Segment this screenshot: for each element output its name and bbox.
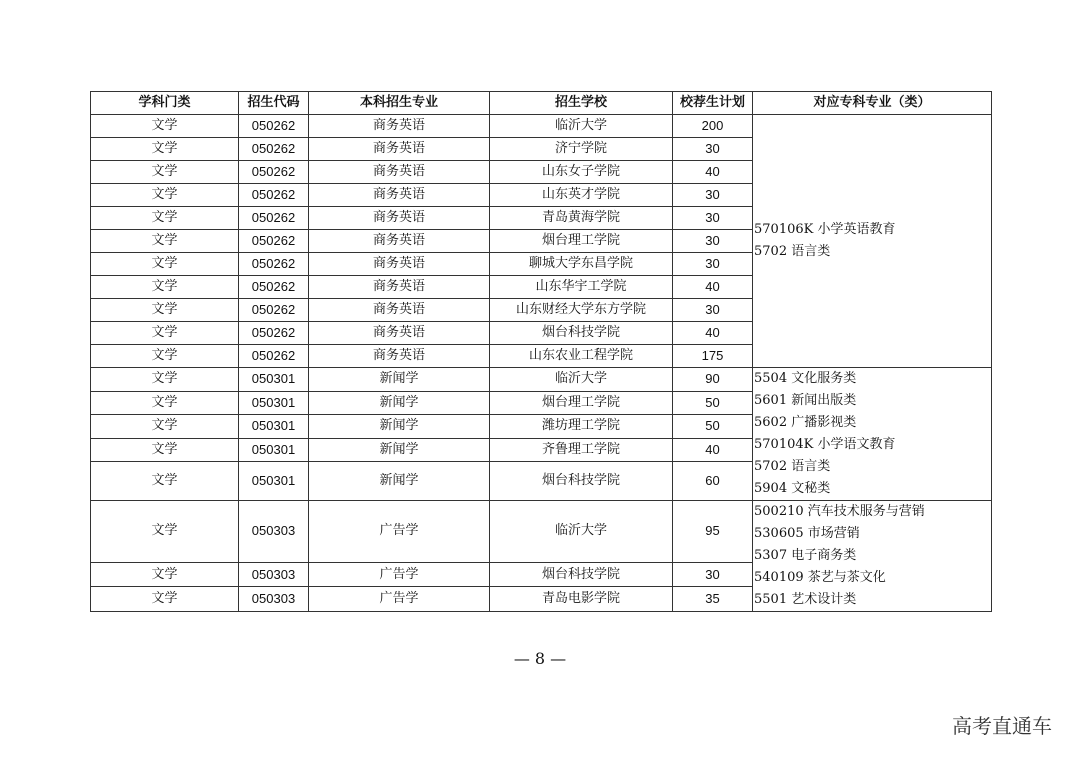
related-major-item: 570106K 小学英语教育 <box>754 222 896 237</box>
page-number: — 8 — <box>513 649 567 668</box>
cell-category: 文学 <box>91 562 239 587</box>
cell-plan: 60 <box>673 462 753 501</box>
cell-category: 文学 <box>91 299 239 322</box>
cell-code: 050262 <box>239 184 309 207</box>
cell-category: 文学 <box>91 501 239 563</box>
cell-plan: 175 <box>673 345 753 368</box>
cell-category: 文学 <box>91 161 239 184</box>
cell-major: 商务英语 <box>309 253 490 276</box>
cell-code: 050262 <box>239 230 309 253</box>
cell-code: 050303 <box>239 587 309 612</box>
cell-plan: 30 <box>673 562 753 587</box>
cell-plan: 35 <box>673 587 753 612</box>
header-category: 学科门类 <box>91 92 239 115</box>
cell-category: 文学 <box>91 115 239 138</box>
cell-category: 文学 <box>91 207 239 230</box>
header-related-major: 对应专科专业（类） <box>753 92 992 115</box>
cell-code: 050301 <box>239 438 309 462</box>
related-major-cell <box>753 368 992 501</box>
header-school: 招生学校 <box>490 92 673 115</box>
cell-major: 商务英语 <box>309 115 490 138</box>
cell-school: 济宁学院 <box>490 138 673 161</box>
cell-code: 050301 <box>239 415 309 439</box>
table-row <box>91 115 992 138</box>
cell-plan: 30 <box>673 184 753 207</box>
cell-code: 050262 <box>239 276 309 299</box>
related-major-cell <box>753 501 992 612</box>
cell-major: 新闻学 <box>309 368 490 392</box>
cell-major: 商务英语 <box>309 345 490 368</box>
cell-plan: 40 <box>673 438 753 462</box>
related-major-item: 530605 市场营销 <box>754 526 860 541</box>
cell-major: 广告学 <box>309 587 490 612</box>
cell-code: 050301 <box>239 462 309 501</box>
cell-category: 文学 <box>91 138 239 161</box>
related-major-item: 540109 茶艺与茶文化 <box>754 570 886 585</box>
cell-major: 商务英语 <box>309 322 490 345</box>
cell-major: 新闻学 <box>309 415 490 439</box>
cell-plan: 50 <box>673 391 753 415</box>
related-major-item: 5501 艺术设计类 <box>754 592 857 607</box>
cell-plan: 30 <box>673 253 753 276</box>
related-major-item: 500210 汽车技术服务与营销 <box>754 504 925 519</box>
related-major-item: 5504 文化服务类 <box>754 371 857 386</box>
cell-code: 050303 <box>239 562 309 587</box>
cell-major: 商务英语 <box>309 230 490 253</box>
cell-category: 文学 <box>91 368 239 392</box>
cell-plan: 90 <box>673 368 753 392</box>
cell-category: 文学 <box>91 230 239 253</box>
header-major: 本科招生专业 <box>309 92 490 115</box>
cell-category: 文学 <box>91 184 239 207</box>
cell-major: 新闻学 <box>309 462 490 501</box>
cell-code: 050303 <box>239 501 309 563</box>
related-major-item: 5702 语言类 <box>754 244 831 259</box>
cell-category: 文学 <box>91 415 239 439</box>
cell-category: 文学 <box>91 276 239 299</box>
cell-category: 文学 <box>91 462 239 501</box>
cell-category: 文学 <box>91 391 239 415</box>
cell-major: 广告学 <box>309 501 490 563</box>
cell-code: 050301 <box>239 368 309 392</box>
cell-school: 齐鲁理工学院 <box>490 438 673 462</box>
table-row <box>91 368 992 392</box>
cell-school: 山东女子学院 <box>490 161 673 184</box>
cell-school: 临沂大学 <box>490 368 673 392</box>
cell-code: 050262 <box>239 161 309 184</box>
cell-category: 文学 <box>91 322 239 345</box>
cell-school: 烟台科技学院 <box>490 322 673 345</box>
cell-school: 烟台科技学院 <box>490 562 673 587</box>
table-row <box>91 501 992 563</box>
cell-code: 050262 <box>239 138 309 161</box>
cell-plan: 95 <box>673 501 753 563</box>
enrollment-table <box>90 91 992 612</box>
cell-major: 商务英语 <box>309 161 490 184</box>
cell-school: 山东华宇工学院 <box>490 276 673 299</box>
related-major-item: 570104K 小学语文教育 <box>754 437 896 452</box>
cell-school: 临沂大学 <box>490 115 673 138</box>
cell-major: 商务英语 <box>309 299 490 322</box>
cell-category: 文学 <box>91 438 239 462</box>
cell-plan: 40 <box>673 322 753 345</box>
cell-school: 烟台理工学院 <box>490 230 673 253</box>
cell-plan: 30 <box>673 138 753 161</box>
cell-school: 潍坊理工学院 <box>490 415 673 439</box>
cell-school: 临沂大学 <box>490 501 673 563</box>
cell-plan: 30 <box>673 230 753 253</box>
related-major-item: 5904 文秘类 <box>754 481 831 496</box>
cell-school: 聊城大学东昌学院 <box>490 253 673 276</box>
cell-major: 新闻学 <box>309 391 490 415</box>
cell-major: 商务英语 <box>309 207 490 230</box>
watermark: 高考直通车 <box>952 714 1052 738</box>
cell-category: 文学 <box>91 253 239 276</box>
cell-school: 烟台科技学院 <box>490 462 673 501</box>
table-body <box>91 115 992 612</box>
cell-plan: 50 <box>673 415 753 439</box>
cell-plan: 200 <box>673 115 753 138</box>
cell-category: 文学 <box>91 345 239 368</box>
cell-plan: 30 <box>673 299 753 322</box>
cell-code: 050262 <box>239 207 309 230</box>
cell-category: 文学 <box>91 587 239 612</box>
cell-plan: 40 <box>673 161 753 184</box>
cell-code: 050262 <box>239 253 309 276</box>
cell-plan: 30 <box>673 207 753 230</box>
cell-school: 烟台理工学院 <box>490 391 673 415</box>
cell-school: 山东英才学院 <box>490 184 673 207</box>
cell-major: 广告学 <box>309 562 490 587</box>
related-major-item: 5601 新闻出版类 <box>754 393 857 408</box>
related-major-item: 5702 语言类 <box>754 459 831 474</box>
cell-school: 青岛黄海学院 <box>490 207 673 230</box>
cell-school: 山东农业工程学院 <box>490 345 673 368</box>
cell-plan: 40 <box>673 276 753 299</box>
related-major-cell <box>753 115 992 368</box>
cell-school: 山东财经大学东方学院 <box>490 299 673 322</box>
cell-code: 050262 <box>239 115 309 138</box>
cell-school: 青岛电影学院 <box>490 587 673 612</box>
cell-major: 商务英语 <box>309 276 490 299</box>
cell-major: 商务英语 <box>309 138 490 161</box>
cell-code: 050301 <box>239 391 309 415</box>
cell-code: 050262 <box>239 299 309 322</box>
related-major-item: 5602 广播影视类 <box>754 415 857 430</box>
cell-major: 新闻学 <box>309 438 490 462</box>
cell-code: 050262 <box>239 345 309 368</box>
header-code: 招生代码 <box>239 92 309 115</box>
cell-code: 050262 <box>239 322 309 345</box>
table-header-row <box>91 92 992 115</box>
related-major-item: 5307 电子商务类 <box>754 548 857 563</box>
header-plan: 校荐生计划 <box>673 92 753 115</box>
cell-major: 商务英语 <box>309 184 490 207</box>
